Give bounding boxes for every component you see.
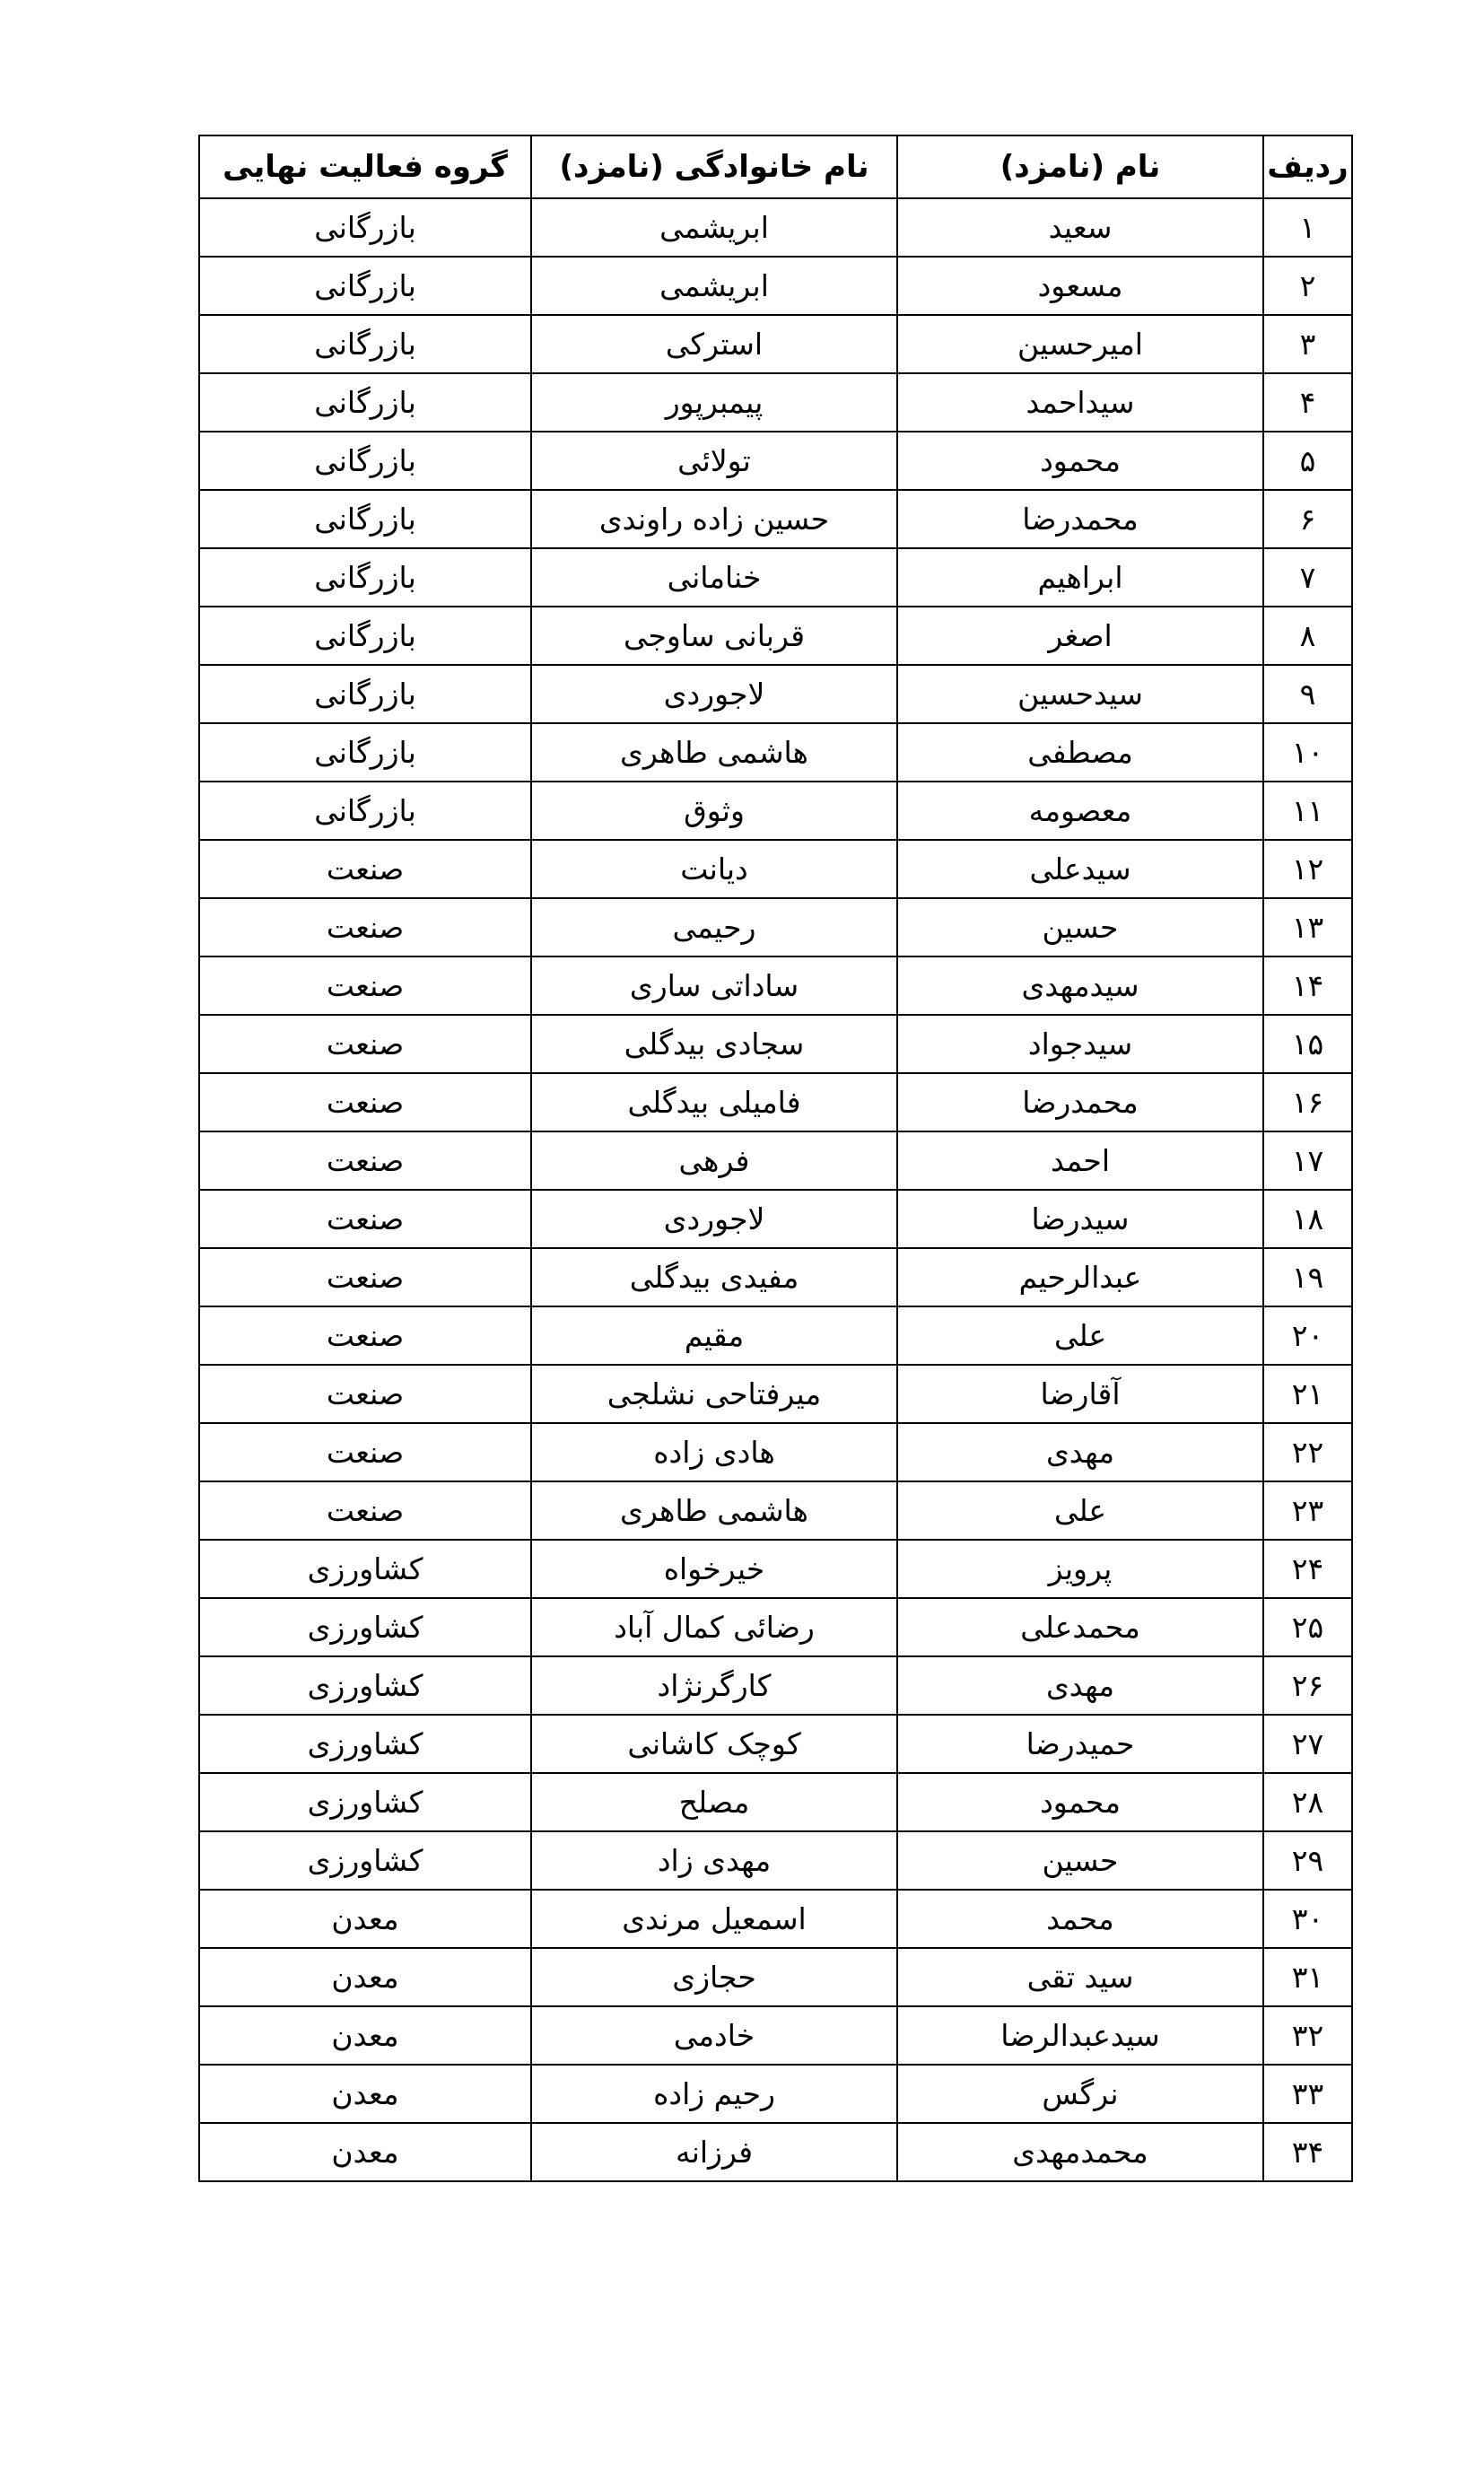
last-name-cell: حسین زاده راوندی	[531, 490, 897, 548]
row-index-cell: ۵	[1263, 432, 1352, 490]
last-name-cell: مهدی زاد	[531, 1831, 897, 1890]
first-name-cell: سیدجواد	[897, 1015, 1263, 1073]
table-row	[199, 1598, 1352, 1656]
row-index-cell: ۱۹	[1263, 1248, 1352, 1306]
activity-group-cell: بازرگانی	[199, 315, 531, 373]
table-row	[199, 2006, 1352, 2065]
table-row	[199, 257, 1352, 315]
first-name-cell: آقارضا	[897, 1365, 1263, 1423]
first-name-cell: مهدی	[897, 1656, 1263, 1715]
row-index-cell: ۱۴	[1263, 956, 1352, 1015]
last-name-cell: خیرخواه	[531, 1540, 897, 1598]
row-index-cell: ۱۱	[1263, 782, 1352, 840]
last-name-cell: ابریشمی	[531, 257, 897, 315]
first-name-cell: ابراهیم	[897, 548, 1263, 607]
candidates-sheet	[198, 135, 1351, 2182]
table-row	[199, 782, 1352, 840]
last-name-cell: رضائی کمال آباد	[531, 1598, 897, 1656]
table-row	[199, 2065, 1352, 2123]
last-name-cell: فامیلی بیدگلی	[531, 1073, 897, 1131]
table-row	[199, 2123, 1352, 2181]
row-index-cell: ۲۳	[1263, 1481, 1352, 1540]
activity-group-cell: صنعت	[199, 1190, 531, 1248]
table-row	[199, 1773, 1352, 1831]
row-index-cell: ۲۴	[1263, 1540, 1352, 1598]
row-index-cell: ۳۱	[1263, 1948, 1352, 2006]
last-name-cell: دیانت	[531, 840, 897, 898]
first-name-cell: محمدرضا	[897, 490, 1263, 548]
row-index-cell: ۲۶	[1263, 1656, 1352, 1715]
table-row	[199, 1306, 1352, 1365]
activity-group-cell: صنعت	[199, 1306, 531, 1365]
last-name-cell: فرزانه	[531, 2123, 897, 2181]
row-index-cell: ۲۵	[1263, 1598, 1352, 1656]
activity-group-cell: معدن	[199, 1890, 531, 1948]
first-name-cell: سعید	[897, 198, 1263, 257]
first-name-cell: سیداحمد	[897, 373, 1263, 432]
table-row	[199, 432, 1352, 490]
last-name-cell: تولائی	[531, 432, 897, 490]
header-index: ردیف	[1263, 135, 1352, 198]
activity-group-cell: کشاورزی	[199, 1831, 531, 1890]
row-index-cell: ۹	[1263, 665, 1352, 723]
first-name-cell: عبدالرحیم	[897, 1248, 1263, 1306]
activity-group-cell: صنعت	[199, 1481, 531, 1540]
table-row	[199, 490, 1352, 548]
table-row	[199, 840, 1352, 898]
row-index-cell: ۲	[1263, 257, 1352, 315]
first-name-cell: حسین	[897, 1831, 1263, 1890]
table-row	[199, 1423, 1352, 1481]
last-name-cell: استرکی	[531, 315, 897, 373]
row-index-cell: ۳۰	[1263, 1890, 1352, 1948]
table-row	[199, 1831, 1352, 1890]
table-row	[199, 1948, 1352, 2006]
last-name-cell: کارگرنژاد	[531, 1656, 897, 1715]
table-row	[199, 1073, 1352, 1131]
row-index-cell: ۶	[1263, 490, 1352, 548]
activity-group-cell: کشاورزی	[199, 1598, 531, 1656]
first-name-cell: محمود	[897, 1773, 1263, 1831]
activity-group-cell: صنعت	[199, 898, 531, 956]
first-name-cell: محمدرضا	[897, 1073, 1263, 1131]
row-index-cell: ۱۷	[1263, 1131, 1352, 1190]
last-name-cell: مقیم	[531, 1306, 897, 1365]
first-name-cell: مسعود	[897, 257, 1263, 315]
first-name-cell: معصومه	[897, 782, 1263, 840]
table-row	[199, 315, 1352, 373]
activity-group-cell: معدن	[199, 2065, 531, 2123]
row-index-cell: ۱۵	[1263, 1015, 1352, 1073]
activity-group-cell: کشاورزی	[199, 1773, 531, 1831]
row-index-cell: ۲۱	[1263, 1365, 1352, 1423]
row-index-cell: ۴	[1263, 373, 1352, 432]
activity-group-cell: کشاورزی	[199, 1540, 531, 1598]
activity-group-cell: بازرگانی	[199, 198, 531, 257]
row-index-cell: ۲۷	[1263, 1715, 1352, 1773]
first-name-cell: سیدعبدالرضا	[897, 2006, 1263, 2065]
row-index-cell: ۳۴	[1263, 2123, 1352, 2181]
first-name-cell: محمد	[897, 1890, 1263, 1948]
first-name-cell: محمود	[897, 432, 1263, 490]
first-name-cell: پرویز	[897, 1540, 1263, 1598]
row-index-cell: ۱۶	[1263, 1073, 1352, 1131]
row-index-cell: ۱۳	[1263, 898, 1352, 956]
last-name-cell: قربانی ساوجی	[531, 607, 897, 665]
last-name-cell: هاشمی طاهری	[531, 1481, 897, 1540]
row-index-cell: ۸	[1263, 607, 1352, 665]
row-index-cell: ۳۳	[1263, 2065, 1352, 2123]
header-first-name: نام (نامزد)	[897, 135, 1263, 198]
activity-group-cell: بازرگانی	[199, 373, 531, 432]
first-name-cell: سیدمهدی	[897, 956, 1263, 1015]
activity-group-cell: صنعت	[199, 840, 531, 898]
last-name-cell: خادمی	[531, 2006, 897, 2065]
activity-group-cell: صنعت	[199, 1248, 531, 1306]
last-name-cell: هادی زاده	[531, 1423, 897, 1481]
activity-group-cell: معدن	[199, 1948, 531, 2006]
row-index-cell: ۳	[1263, 315, 1352, 373]
last-name-cell: خنامانی	[531, 548, 897, 607]
last-name-cell: مفیدی بیدگلی	[531, 1248, 897, 1306]
first-name-cell: حمیدرضا	[897, 1715, 1263, 1773]
last-name-cell: اسمعیل مرندی	[531, 1890, 897, 1948]
table-row	[199, 1481, 1352, 1540]
first-name-cell: علی	[897, 1306, 1263, 1365]
first-name-cell: امیرحسین	[897, 315, 1263, 373]
last-name-cell: کوچک کاشانی	[531, 1715, 897, 1773]
activity-group-cell: صنعت	[199, 1423, 531, 1481]
table-header	[199, 135, 1352, 198]
first-name-cell: سیدعلی	[897, 840, 1263, 898]
row-index-cell: ۱۲	[1263, 840, 1352, 898]
activity-group-cell: کشاورزی	[199, 1656, 531, 1715]
activity-group-cell: بازرگانی	[199, 548, 531, 607]
table-row	[199, 1248, 1352, 1306]
first-name-cell: سیدحسین	[897, 665, 1263, 723]
activity-group-cell: بازرگانی	[199, 432, 531, 490]
row-index-cell: ۷	[1263, 548, 1352, 607]
first-name-cell: حسین	[897, 898, 1263, 956]
first-name-cell: احمد	[897, 1131, 1263, 1190]
last-name-cell: وثوق	[531, 782, 897, 840]
last-name-cell: هاشمی طاهری	[531, 723, 897, 782]
first-name-cell: علی	[897, 1481, 1263, 1540]
last-name-cell: رحیم زاده	[531, 2065, 897, 2123]
activity-group-cell: بازرگانی	[199, 490, 531, 548]
activity-group-cell: کشاورزی	[199, 1715, 531, 1773]
table-row	[199, 956, 1352, 1015]
table-row	[199, 1131, 1352, 1190]
activity-group-cell: صنعت	[199, 1073, 531, 1131]
last-name-cell: لاجوردی	[531, 1190, 897, 1248]
first-name-cell: محمدمهدی	[897, 2123, 1263, 2181]
table-row	[199, 607, 1352, 665]
first-name-cell: سیدرضا	[897, 1190, 1263, 1248]
first-name-cell: مصطفی	[897, 723, 1263, 782]
activity-group-cell: معدن	[199, 2006, 531, 2065]
table-row	[199, 1656, 1352, 1715]
table-row	[199, 898, 1352, 956]
candidates-table	[198, 135, 1353, 2182]
activity-group-cell: بازرگانی	[199, 607, 531, 665]
table-row	[199, 1540, 1352, 1598]
activity-group-cell: معدن	[199, 2123, 531, 2181]
last-name-cell: ابریشمی	[531, 198, 897, 257]
table-row	[199, 1015, 1352, 1073]
activity-group-cell: بازرگانی	[199, 723, 531, 782]
activity-group-cell: بازرگانی	[199, 665, 531, 723]
activity-group-cell: صنعت	[199, 1015, 531, 1073]
activity-group-cell: بازرگانی	[199, 782, 531, 840]
table-row	[199, 373, 1352, 432]
last-name-cell: لاجوردی	[531, 665, 897, 723]
table-row	[199, 198, 1352, 257]
first-name-cell: اصغر	[897, 607, 1263, 665]
row-index-cell: ۲۸	[1263, 1773, 1352, 1831]
table-row	[199, 1190, 1352, 1248]
header-last-name: نام خانوادگی (نامزد)	[531, 135, 897, 198]
first-name-cell: نرگس	[897, 2065, 1263, 2123]
row-index-cell: ۱۸	[1263, 1190, 1352, 1248]
activity-group-cell: صنعت	[199, 956, 531, 1015]
table-body	[199, 198, 1352, 2181]
table-row	[199, 723, 1352, 782]
table-row	[199, 1890, 1352, 1948]
last-name-cell: میرفتاحی نشلجی	[531, 1365, 897, 1423]
last-name-cell: حجازی	[531, 1948, 897, 2006]
table-row	[199, 1365, 1352, 1423]
activity-group-cell: صنعت	[199, 1365, 531, 1423]
last-name-cell: سجادی بیدگلی	[531, 1015, 897, 1073]
activity-group-cell: صنعت	[199, 1131, 531, 1190]
first-name-cell: سید تقی	[897, 1948, 1263, 2006]
first-name-cell: محمدعلی	[897, 1598, 1263, 1656]
last-name-cell: ساداتی ساری	[531, 956, 897, 1015]
last-name-cell: رحیمی	[531, 898, 897, 956]
last-name-cell: پیمبرپور	[531, 373, 897, 432]
header-row	[199, 135, 1352, 198]
row-index-cell: ۳۲	[1263, 2006, 1352, 2065]
header-activity-group: گروه فعالیت نهایی	[199, 135, 531, 198]
row-index-cell: ۲۹	[1263, 1831, 1352, 1890]
first-name-cell: مهدی	[897, 1423, 1263, 1481]
last-name-cell: مصلح	[531, 1773, 897, 1831]
row-index-cell: ۱	[1263, 198, 1352, 257]
activity-group-cell: بازرگانی	[199, 257, 531, 315]
row-index-cell: ۲۲	[1263, 1423, 1352, 1481]
last-name-cell: فرهی	[531, 1131, 897, 1190]
row-index-cell: ۲۰	[1263, 1306, 1352, 1365]
table-row	[199, 665, 1352, 723]
table-row	[199, 1715, 1352, 1773]
row-index-cell: ۱۰	[1263, 723, 1352, 782]
table-row	[199, 548, 1352, 607]
